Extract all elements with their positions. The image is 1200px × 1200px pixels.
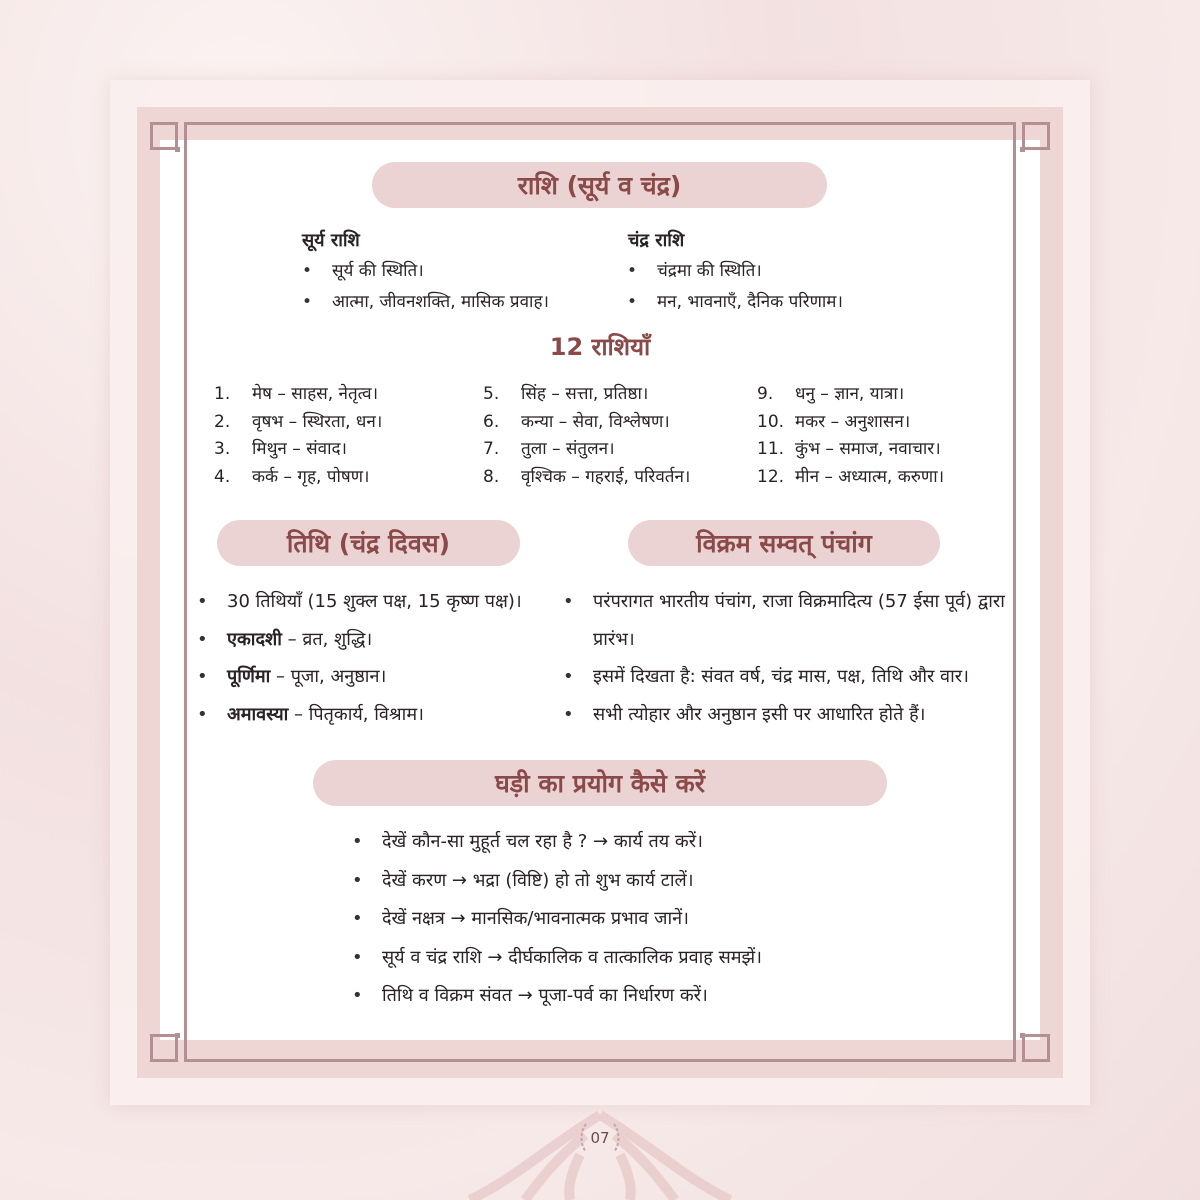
list-item: • चंद्रमा की स्थिति। [627,256,843,287]
frame-dot [1020,147,1025,152]
frame-dot [175,147,180,152]
list-item: • देखें करण → भद्रा (विष्टि) हो तो शुभ कार्य टालें। [352,862,912,901]
moon-rashi-title: चंद्र राशि [628,230,685,251]
frame-corner-top-right [1022,122,1050,150]
ghadi-usage-heading: घड़ी का प्रयोग कैसे करें [313,760,887,806]
ghadi-usage-list [352,823,912,1016]
list-item: • पूर्णिमा – पूजा, अनुष्ठान। [197,658,547,696]
frame-corner-bottom-left [150,1034,178,1062]
list-item: • सूर्य की स्थिति। [302,256,549,287]
tithi-heading: तिथि (चंद्र दिवस) [217,520,520,566]
page-number [578,1120,622,1156]
rashi-item: 2. वृषभ – स्थिरता, धन। [214,411,383,432]
frame-dot [1020,1033,1025,1038]
tithi-list [197,583,547,733]
list-item: • मन, भावनाएँ, दैनिक परिणाम। [627,287,843,318]
list-item: • देखें नक्षत्र → मानसिक/भावनात्मक प्रभाव जानें। [352,900,912,939]
twelve-rashi-heading: 12 राशियाँ [549,333,651,361]
frame-corner-bottom-right [1022,1034,1050,1062]
rashi-column-1 [214,381,382,491]
rashi-item: 5. सिंह – सत्ता, प्रतिष्ठा। [483,384,649,404]
rashi-item: 7. तुला – संतुलन। [483,439,615,459]
frame-corner-top-left [150,122,178,150]
list-item: • सूर्य व चंद्र राशि → दीर्घकालिक व तात्कालिक प्रवाह समझें। [352,939,912,978]
list-item: • आत्मा, जीवनशक्ति, मासिक प्रवाह। [302,287,549,318]
sun-rashi-title: सूर्य राशि [302,230,360,251]
list-item: • एकादशी – व्रत, शुद्धि। [197,621,547,659]
rashi-item: 6. कन्या – सेवा, विश्लेषण। [483,411,670,432]
list-item: • 30 तिथियाँ (15 शुक्ल पक्ष, 15 कृष्ण पक्ष)। [197,583,547,621]
list-item: • अमावस्या – पितृकार्य, विश्राम। [197,696,547,734]
list-item: • तिथि व विक्रम संवत → पूजा-पर्व का निर्धारण करें। [352,977,912,1016]
rashi-item: 12. मीन – अध्यात्म, करुणा। [757,466,945,487]
vikram-samvat-list [563,583,1013,733]
rashi-column-3 [757,381,944,491]
list-item: • इसमें दिखता है: संवत वर्ष, चंद्र मास, पक्ष, तिथि और वार। [563,658,1013,696]
rashi-heading: राशि (सूर्य व चंद्र) [372,162,827,208]
rashi-item: 9. धनु – ज्ञान, यात्रा। [757,384,905,404]
rashi-item: 3. मिथुन – संवाद। [214,439,347,459]
rashi-item: 8. वृश्चिक – गहराई, परिवर्तन। [483,466,691,487]
rashi-column-2 [483,381,690,491]
list-item: • परंपरागत भारतीय पंचांग, राजा विक्रमादित्य (57 ईसा पूर्व) द्वारा प्रारंभ। [563,583,1013,658]
list-item: • सभी त्योहार और अनुष्ठान इसी पर आधारित होते हैं। [563,696,1013,734]
vikram-samvat-heading: विक्रम सम्वत् पंचांग [628,520,940,566]
sun-rashi-list [302,256,549,318]
moon-rashi-list [627,256,843,318]
rashi-item: 11. कुंभ – समाज, नवाचार। [757,439,941,459]
rashi-item: 10. मकर – अनुशासन। [757,411,911,432]
frame-dot [175,1033,180,1038]
rashi-item: 1. मेष – साहस, नेतृत्व। [214,384,379,404]
list-item: • देखें कौन-सा मुहूर्त चल रहा है ? → कार्य तय करें। [352,823,912,862]
page-number-text: 07 [590,1129,610,1147]
rashi-item: 4. कर्क – गृह, पोषण। [214,466,370,487]
